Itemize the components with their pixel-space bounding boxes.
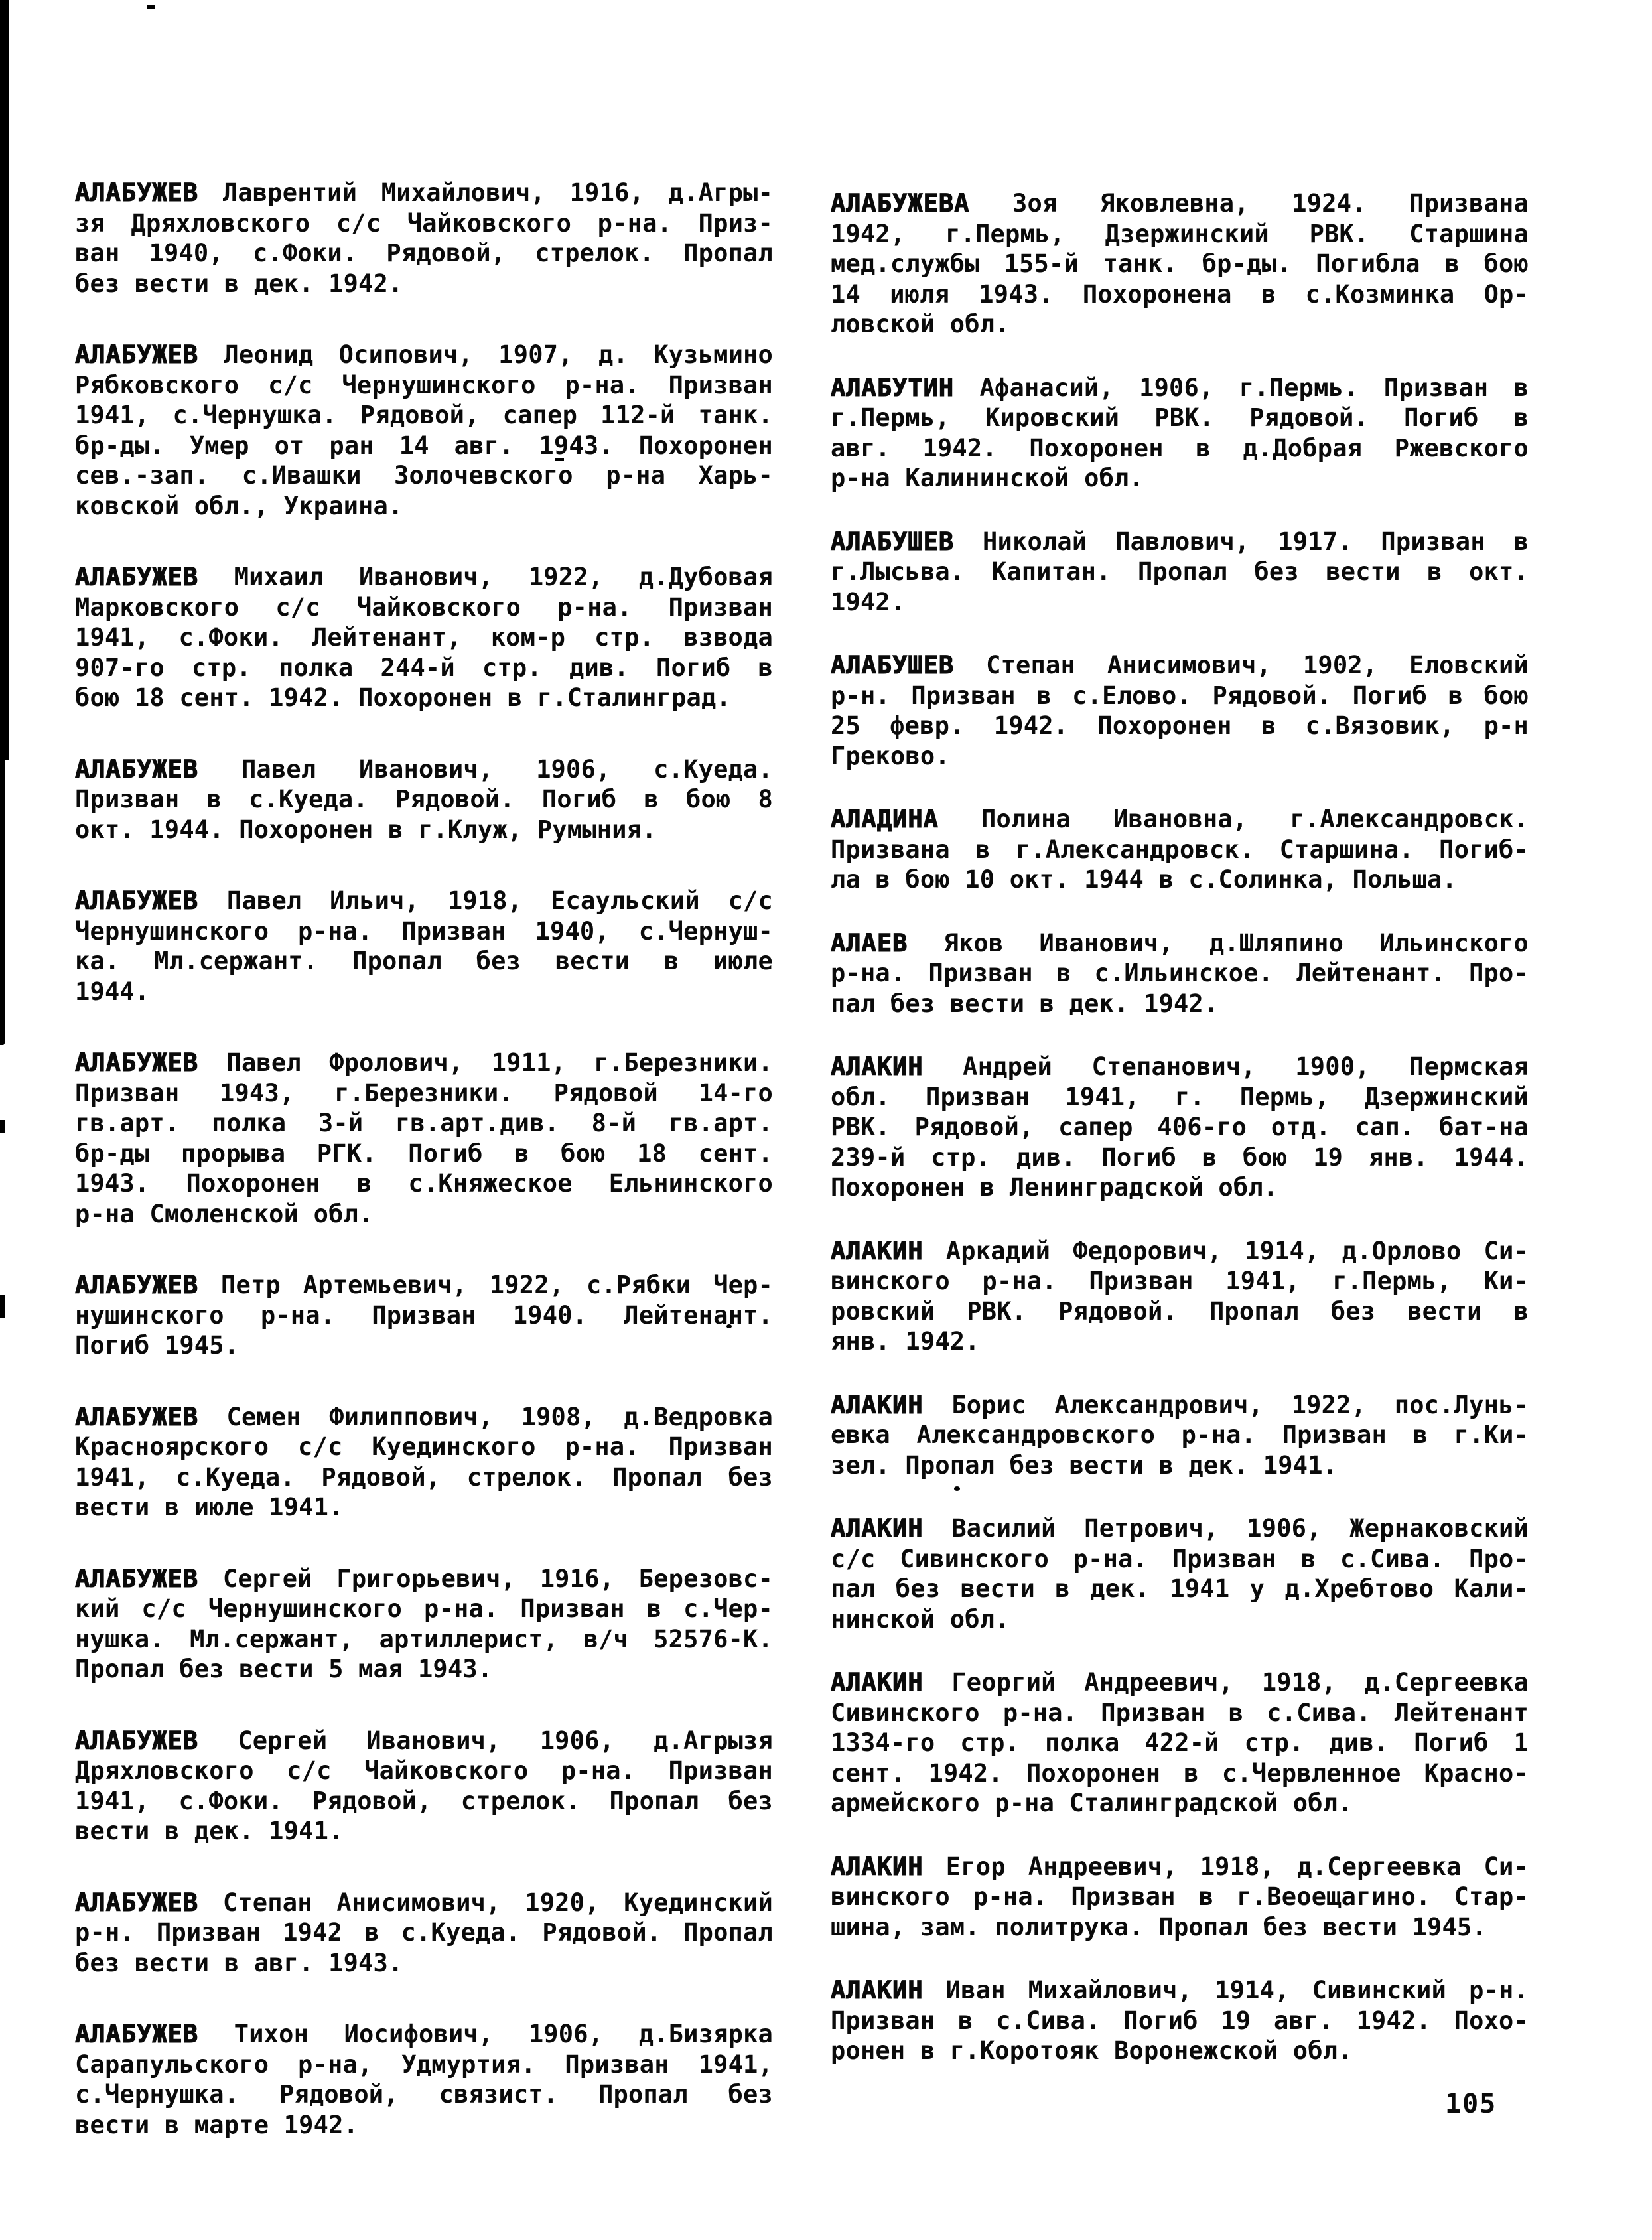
entry-line: авг. 1942. Похоронен в д.Добрая Ржевского xyxy=(831,433,1529,462)
entry-line: винского р-на. Призван в г.Веоещагино. Стар- xyxy=(831,1882,1529,1911)
entry xyxy=(831,373,1529,494)
entry-line: винского р-на. Призван 1941, г.Пермь, Ки- xyxy=(831,1267,1529,1295)
entry-line: 1334-го стр. полка 422-й стр. див. Погиб 1 xyxy=(831,1728,1529,1757)
entry-line: 1941, с.Фоки. Рядовой, стрелок. Пропал без xyxy=(75,1786,773,1815)
entry-line: р-н. Призван 1942 в с.Куеда. Рядовой. Пропал xyxy=(75,1918,773,1947)
entry-line: АЛАБУЖЕВ Семен Филиппович, 1908, д.Ведровка xyxy=(75,1402,773,1431)
entry-line: сент. 1942. Похоронен в с.Червленное Красно- xyxy=(831,1758,1529,1787)
entry-line: пал без вести в дек. 1942. xyxy=(831,989,1219,1018)
entry-line: АЛАБУЖЕВ Павел Ильич, 1918, Есаульский с/с xyxy=(75,886,773,915)
entry xyxy=(75,1270,773,1361)
surname: АЛАБУЖЕВ xyxy=(75,1726,199,1755)
entry-line: евка Александровского р-на. Призван в г.Ки- xyxy=(831,1421,1529,1449)
entry-line: Красноярского с/с Куединского р-на. Призван xyxy=(75,1433,773,1461)
surname: АЛАКИН xyxy=(831,1668,924,1697)
surname: АЛАБУЖЕВ xyxy=(75,2020,199,2048)
entry-line: ла в бою 10 окт. 1944 в с.Солинка, Польша. xyxy=(831,865,1457,894)
entry xyxy=(75,754,773,845)
entry-line: ван 1940, с.Фоки. Рядовой, стрелок. Пропал xyxy=(75,239,773,267)
surname: АЛАБУЖЕВ xyxy=(75,754,199,784)
entry-line: нушинского р-на. Призван 1940. Лейтенант. xyxy=(75,1300,773,1330)
entry-line: Марковского с/с Чайковского р-на. Призван xyxy=(75,593,773,622)
entry-line: окт. 1944. Похоронен в г.Клуж, Румыния. xyxy=(75,815,657,844)
surname: АЛАКИН xyxy=(831,1390,924,1419)
entry-line: сев.-зап. с.Ивашки Золочевского р-на Харь- xyxy=(75,461,773,490)
entry-line: янв. 1942. xyxy=(831,1327,980,1356)
entry-line: с.Чернушка. Рядовой, связист. Пропал без xyxy=(75,2080,773,2109)
entry-line: 1941, с.Чернушка. Рядовой, сапер 112-й танк. xyxy=(75,401,773,429)
surname: АЛАБУЖЕВА xyxy=(831,189,970,218)
entry-line: АЛАБУЖЕВ Леонид Осипович, 1907, д. Кузьмино xyxy=(75,340,773,369)
entry xyxy=(75,562,773,713)
entry-line: АЛАКИН Борис Александрович, 1922, пос.Лунь- xyxy=(831,1390,1529,1419)
entry-line: р-на Смоленской обл. xyxy=(75,1199,374,1228)
entry-line: зя Дряхловского с/с Чайковского р-на. Приз- xyxy=(75,208,773,238)
entry-line: АЛАБУЖЕВ Лаврентий Михайлович, 1916, д.Агры- xyxy=(75,178,773,207)
entry-line: Сивинского р-на. Призван в с.Сива. Лейтенант xyxy=(831,1698,1529,1727)
entry-line: Похоронен в Ленинградской обл. xyxy=(831,1173,1278,1202)
entry-line: р-на Калининской обл. xyxy=(831,464,1144,492)
column-right xyxy=(831,188,1529,2099)
entry-line: АЛАБУЖЕВ Петр Артемьевич, 1922, с.Рябки Чер- xyxy=(75,1271,773,1299)
surname: АЛАБУТИН xyxy=(831,373,955,402)
entry-line: без вести в авг. 1943. xyxy=(75,1948,403,1977)
entry xyxy=(831,1667,1529,1819)
entry-line: АЛАБУЖЕВ Степан Анисимович, 1920, Куединский xyxy=(75,1888,773,1917)
surname: АЛАБУЖЕВ xyxy=(75,178,199,207)
entry xyxy=(75,1888,773,1979)
entry-line: ковской обл., Украина. xyxy=(75,491,403,520)
surname: АЛАБУШЕВ xyxy=(831,527,955,556)
surname: АЛАЕВ xyxy=(831,928,908,957)
entry xyxy=(75,1564,773,1685)
entry-line: Дряхловского с/с Чайковского р-на. Призван xyxy=(75,1756,773,1785)
entry-line: бр-ды. Умер от ран 14 авг. 1943. Похоронен xyxy=(75,431,773,460)
entry xyxy=(831,804,1529,895)
surname: АЛАБУЖЕВ xyxy=(75,1888,199,1917)
entry-line: Чернушинского р-на. Призван 1940, с.Чернуш- xyxy=(75,916,773,945)
entry-line: 239-й стр. див. Погиб в бою 19 янв. 1944. xyxy=(831,1143,1529,1172)
entry xyxy=(831,527,1529,618)
entry-line: АЛАКИН Иван Михайлович, 1914, Сивинский р-н. xyxy=(831,1976,1529,2004)
entry-line: вести в июле 1941. xyxy=(75,1493,344,1521)
entry-line: Пропал без вести 5 мая 1943. xyxy=(75,1655,493,1683)
entry-line: АЛАБУШЕВ Николай Павлович, 1917. Призван в xyxy=(831,527,1529,556)
surname: АЛАБУЖЕВ xyxy=(75,563,199,591)
entry-line: АЛАБУЖЕВ Павел Фролович, 1911, г.Березники. xyxy=(75,1048,773,1077)
entry-line: РВК. Рядовой, сапер 406-го отд. сап. бат-на xyxy=(831,1113,1529,1141)
entry-line: 14 июля 1943. Похоронена в с.Козминка Ор- xyxy=(831,279,1529,309)
entry-line: г.Лысьва. Капитан. Пропал без вести в окт. xyxy=(831,557,1529,586)
entry xyxy=(831,1852,1529,1943)
entry-line: Погиб 1945. xyxy=(75,1331,240,1360)
column-left xyxy=(75,178,773,2181)
entry xyxy=(75,340,773,521)
surname: АЛАКИН xyxy=(831,1976,924,2004)
entry-line: 1943. Похоронен в с.Княжеское Ельнинского xyxy=(75,1169,773,1198)
entry-line: без вести в дек. 1942. xyxy=(75,269,403,298)
entry-line: АЛАБУЖЕВА Зоя Яковлевна, 1924. Призвана xyxy=(831,189,1529,218)
entry xyxy=(831,1052,1529,1203)
entry-line: 1942, г.Пермь, Дзержинский РВК. Старшина xyxy=(831,219,1529,248)
entry-line: Рябковского с/с Чернушинского р-на. Призван xyxy=(75,370,773,399)
surname: АЛАБУЖЕВ xyxy=(75,1402,199,1431)
entry xyxy=(75,1726,773,1847)
entry xyxy=(831,1390,1529,1481)
entry-line: ронен в г.Коротояк Воронежской обл. xyxy=(831,2036,1353,2065)
entry-line: г.Пермь, Кировский РВК. Рядовой. Погиб в xyxy=(831,403,1529,432)
scan-artifact-left-bar-thin xyxy=(0,760,5,1045)
entry-line: АЛАКИН Василий Петрович, 1906, Жернаковский xyxy=(831,1514,1529,1543)
entry-line: АЛАБУШЕВ Степан Анисимович, 1902, Еловский xyxy=(831,651,1529,679)
entry-line: АЛАКИН Егор Андреевич, 1918, д.Сергеевка Си- xyxy=(831,1852,1529,1881)
scan-artifact-speck xyxy=(147,5,155,9)
entry-line: пал без вести в дек. 1941 у д.Хребтово Кали- xyxy=(831,1575,1529,1603)
entry-line: р-н. Призван в с.Елово. Рядовой. Погиб в бою xyxy=(831,681,1529,710)
entry-line: АЛАЕВ Яков Иванович, д.Шляпино Ильинского xyxy=(831,928,1529,957)
entry xyxy=(75,1402,773,1523)
entry-line: нушка. Мл.сержант, артиллерист, в/ч 52576-К. xyxy=(75,1624,773,1653)
surname: АЛАБУЖЕВ xyxy=(75,886,199,915)
scan-artifact-mark xyxy=(0,1295,5,1318)
entry-line: 1941, с.Фоки. Лейтенант, ком-р стр. взвода xyxy=(75,623,773,652)
entry xyxy=(75,178,773,299)
surname: АЛАБУШЕВ xyxy=(831,651,955,679)
entry-line: АЛАБУЖЕВ Сергей Григорьевич, 1916, Березовс- xyxy=(75,1564,773,1593)
page-number: 105 xyxy=(1445,2089,1497,2119)
entry-line: Призван 1943, г.Березники. Рядовой 14-го xyxy=(75,1078,773,1107)
surname: АЛАКИН xyxy=(831,1052,924,1081)
entry-line: АЛАКИН Аркадий Федорович, 1914, д.Орлово Си- xyxy=(831,1236,1529,1265)
entry-line: бою 18 сент. 1942. Похоронен в г.Сталинград. xyxy=(75,683,731,712)
scan-artifact-left-bar xyxy=(0,0,9,760)
entry-line: бр-ды прорыва РГК. Погиб в бою 18 сент. xyxy=(75,1139,773,1168)
entry-line: Призван в с.Сива. Погиб 19 авг. 1942. Похо- xyxy=(831,2006,1529,2035)
entry-line: Призвана в г.Александровск. Старшина. Погиб- xyxy=(831,835,1529,864)
entry-line: кий с/с Чернушинского р-на. Призван в с.Чер- xyxy=(75,1594,773,1623)
entry-line: АЛАБУЖЕВ Павел Иванович, 1906, с.Куеда. xyxy=(75,754,773,784)
surname: АЛАКИН xyxy=(831,1514,924,1543)
entry-line: Призван в с.Куеда. Рядовой. Погиб в бою 8 xyxy=(75,785,773,813)
entry-line: АЛАКИН Андрей Степанович, 1900, Пермская xyxy=(831,1052,1529,1081)
surname: АЛАКИН xyxy=(831,1852,924,1881)
entry-line: АЛАБУТИН Афанасий, 1906, г.Пермь. Призван в xyxy=(831,373,1529,402)
entry-line: 1944. xyxy=(75,977,150,1006)
entry xyxy=(831,928,1529,1019)
entry xyxy=(831,188,1529,340)
entry-line: обл. Призван 1941, г. Пермь, Дзержинский xyxy=(831,1082,1529,1111)
entry xyxy=(831,650,1529,771)
entry-line: зел. Пропал без вести в дек. 1941. xyxy=(831,1450,1338,1480)
entry-line: нинской обл. xyxy=(831,1604,1010,1634)
entry-line: мед.службы 155-й танк. бр-ды. Погибла в бою xyxy=(831,249,1529,278)
scan-artifact-mark xyxy=(0,1120,5,1133)
surname: АЛАДИНА xyxy=(831,805,939,833)
surname: АЛАБУЖЕВ xyxy=(75,1564,199,1593)
entry-line: Сарапульского р-на, Удмуртия. Призван 1941, xyxy=(75,2050,773,2079)
entry xyxy=(831,1975,1529,2066)
entry-line: ровский РВК. Рядовой. Пропал без вести в xyxy=(831,1296,1529,1326)
entry-line: вести в дек. 1941. xyxy=(75,1817,344,1845)
entry-line: АЛАКИН Георгий Андреевич, 1918, д.Сергеевка xyxy=(831,1668,1529,1697)
entry-line: с/с Сивинского р-на. Призван в с.Сива. Про- xyxy=(831,1544,1529,1573)
entry xyxy=(75,1048,773,1229)
entry xyxy=(831,1236,1529,1357)
entry-line: АЛАБУЖЕВ Тихон Иосифович, 1906, д.Бизярка xyxy=(75,2020,773,2048)
surname: АЛАБУЖЕВ xyxy=(75,1048,199,1077)
entry-line: шина, зам. политрука. Пропал без вести 1945. xyxy=(831,1912,1487,1941)
entry-line: армейского р-на Сталинградской обл. xyxy=(831,1789,1353,1817)
entry-line: 1942. xyxy=(831,587,906,616)
entry-line: АЛАДИНА Полина Ивановна, г.Александровск. xyxy=(831,805,1529,833)
surname: АЛАБУЖЕВ xyxy=(75,340,199,369)
entry xyxy=(831,1513,1529,1634)
entry-line: 1941, с.Куеда. Рядовой, стрелок. Пропал без xyxy=(75,1462,773,1492)
entry-line: 25 февр. 1942. Похоронен в с.Вязовик, р-н xyxy=(831,711,1529,740)
entry-line: ка. Мл.сержант. Пропал без вести в июле xyxy=(75,947,773,975)
entry-line: АЛАБУЖЕВ Михаил Иванович, 1922, д.Дубовая xyxy=(75,563,773,591)
surname: АЛАБУЖЕВ xyxy=(75,1271,199,1299)
entry-line: 907-го стр. полка 244-й стр. див. Погиб в xyxy=(75,653,773,682)
entry xyxy=(75,2019,773,2140)
entry-line: Греково. xyxy=(831,741,950,770)
entry-line: ловской обл. xyxy=(831,310,1010,338)
entry-line: АЛАБУЖЕВ Сергей Иванович, 1906, д.Агрызя xyxy=(75,1726,773,1755)
entry-line: р-на. Призван в с.Ильинское. Лейтенант. Про- xyxy=(831,959,1529,987)
surname: АЛАКИН xyxy=(831,1236,924,1265)
entry xyxy=(75,886,773,1007)
entry-line: гв.арт. полка 3-й гв.арт.див. 8-й гв.арт. xyxy=(75,1109,773,1137)
entry-line: вести в марте 1942. xyxy=(75,2110,359,2139)
